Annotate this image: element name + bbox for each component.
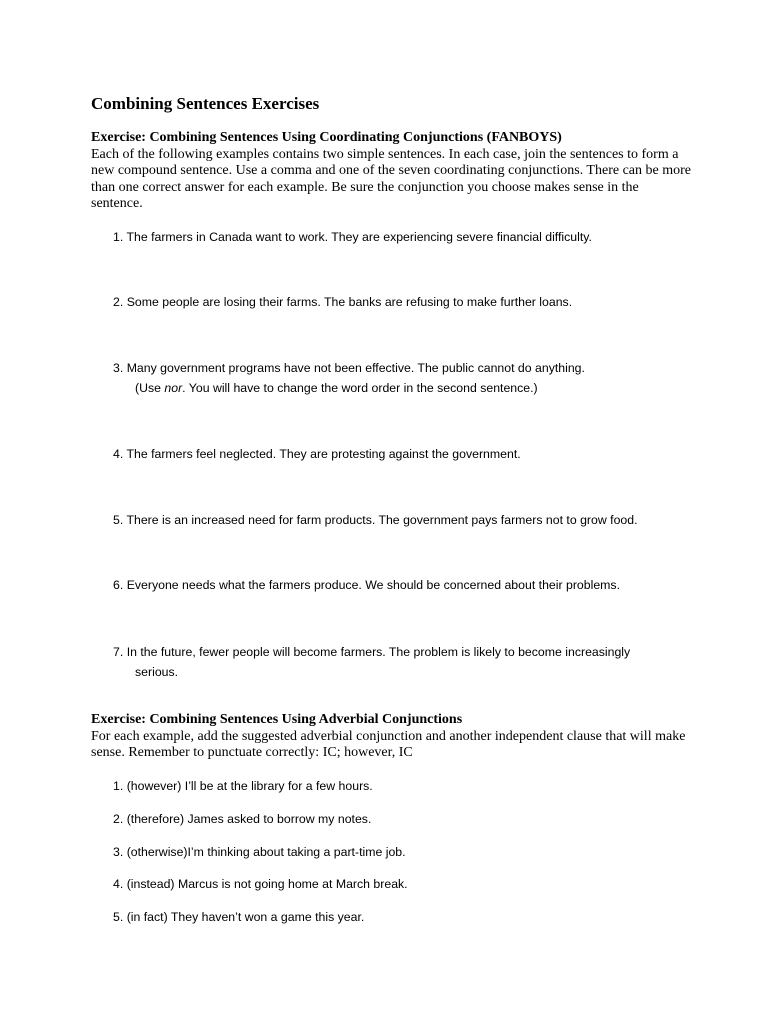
item-number: 1. <box>113 779 124 793</box>
exercise-2-heading: Exercise: Combining Sentences Using Adverbial Conjunctions <box>91 712 463 727</box>
item-note-emphasis: nor <box>164 381 183 395</box>
exercise-2-item-1 <box>113 776 693 796</box>
exercise-1-item-7 <box>113 642 693 682</box>
exercise-1-heading: Exercise: Combining Sentences Using Coordinating Conjunctions (FANBOYS) <box>91 130 562 145</box>
item-text: (otherwise)I’m thinking about taking a part-time job. <box>126 845 406 859</box>
exercise-2-item-3 <box>113 842 693 862</box>
item-note-prefix: (Use <box>135 381 165 395</box>
item-number: 3. <box>113 361 124 375</box>
exercise-2-instructions: For each example, add the suggested adverbial conjunction and another independent clause that will make sense. Remember to punctuate correctly: IC; however, IC <box>91 729 686 761</box>
item-note-suffix: . You will have to change the word order in the second sentence.) <box>182 381 538 395</box>
item-text: In the future, fewer people will become farmers. The problem is likely to become increasingly <box>126 645 631 659</box>
item-text: (in fact) They haven’t won a game this year. <box>126 910 365 924</box>
item-text: The farmers in Canada want to work. They are experiencing severe financial difficulty. <box>126 230 592 244</box>
item-number: 5. <box>113 910 124 924</box>
exercise-1-item-5 <box>113 510 693 530</box>
item-number: 4. <box>113 877 124 891</box>
item-number: 3. <box>113 845 124 859</box>
item-continuation: serious. <box>135 665 179 679</box>
item-text: (therefore) James asked to borrow my notes. <box>126 812 372 826</box>
exercise-1-item-3 <box>113 358 693 398</box>
item-note <box>113 378 693 398</box>
item-number: 6. <box>113 578 124 592</box>
exercise-1-instructions: Each of the following examples contains two simple sentences. In each case, join the sentences to form a new compound sentence. Use a comma and one of the seven coordinating conjunctions. There can be more than one correct answer for each example. Be sure the conjunction you choose makes sense in the sentence. <box>91 147 691 212</box>
item-text: Everyone needs what the farmers produce. We should be concerned about their problems. <box>126 578 620 592</box>
item-text: Some people are losing their farms. The banks are refusing to make further loans. <box>126 295 573 309</box>
item-text: (instead) Marcus is not going home at March break. <box>126 877 408 891</box>
exercise-1-item-2 <box>113 292 693 312</box>
item-text: There is an increased need for farm products. The government pays farmers not to grow food. <box>126 513 638 527</box>
item-text: Many government programs have not been effective. The public cannot do anything. <box>126 361 585 375</box>
item-number: 1. <box>113 230 124 244</box>
item-number: 7. <box>113 645 124 659</box>
item-number: 4. <box>113 447 124 461</box>
item-text: The farmers feel neglected. They are protesting against the government. <box>126 447 521 461</box>
item-number: 5. <box>113 513 124 527</box>
item-text: (however) I’ll be at the library for a few hours. <box>126 779 373 793</box>
item-number: 2. <box>113 295 124 309</box>
item-number: 2. <box>113 812 124 826</box>
exercise-1-item-6 <box>113 575 693 595</box>
exercise-2-item-2 <box>113 809 693 829</box>
exercise-2-item-4 <box>113 874 693 894</box>
exercise-1-item-4 <box>113 444 693 464</box>
exercise-2-item-5 <box>113 907 693 927</box>
document-title: Combining Sentences Exercises <box>91 94 320 113</box>
exercise-1-item-1 <box>113 227 693 247</box>
